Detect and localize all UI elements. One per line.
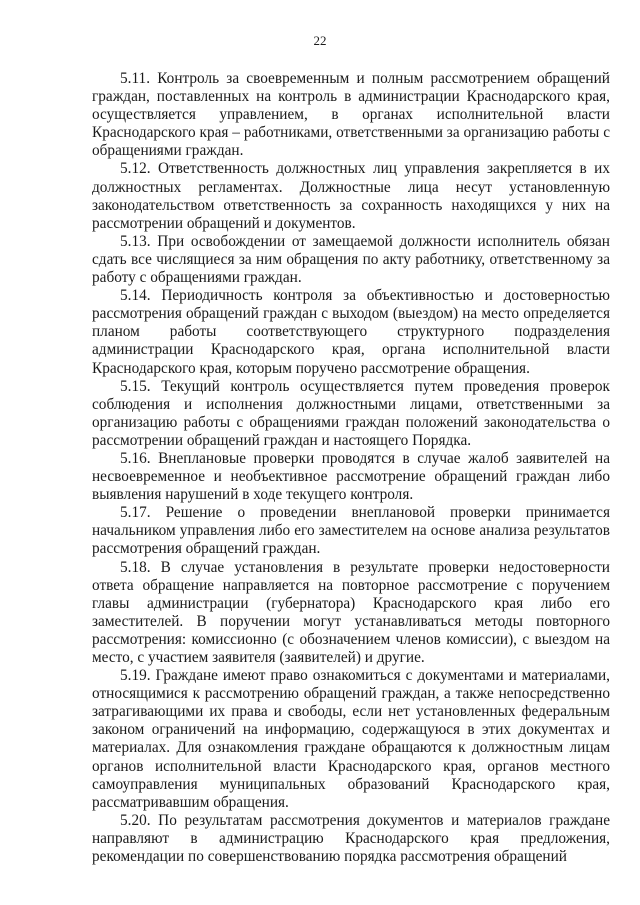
paragraph-5-11: 5.11. Контроль за своевременным и полным рассмотрением обращений граждан, поставленных на контроль в администрации Краснодарского края, осуществляется управлением, в органах исполнительной власти Краснодарского края – работниками, ответственными за организацию работы с обращениями граждан. [92, 70, 610, 160]
paragraph-5-13: 5.13. При освобождении от замещаемой должности исполнитель обязан сдать все числящиеся за ним обращения по акту работнику, ответственному за работу с обращениями граждан. [92, 232, 610, 287]
paragraph-5-15: 5.15. Текущий контроль осуществляется путем проведения проверок соблюдения и исполнения должностными лицами, ответственными за организацию работы с обращениями граждан положений законодательства о рассмотрении обращений граждан и настоящего Порядка. [92, 377, 610, 449]
document-body [92, 70, 610, 866]
paragraph-5-20: 5.20. По результатам рассмотрения документов и материалов граждане направляют в администрацию Краснодарского края предложения, рекомендации по совершенствованию порядка рассмотрения обращений [92, 811, 610, 866]
paragraph-5-19: 5.19. Граждане имеют право ознакомиться с документами и материалами, относящимися к рассмотрению обращений граждан, а также непосредственно затрагивающими их права и свободы, если нет установленных федеральным законом ограничений на информацию, содержащуюся в этих документах и материалах. Для ознакомления граждане обращаются к должностным лицам органов исполнительной власти Краснодарского края, органов местного самоуправления муниципальных образований Краснодарского края, рассматривавшим обращения. [92, 667, 610, 811]
paragraph-5-12: 5.12. Ответственность должностных лиц управления закрепляется в их должностных регламентах. Должностные лица несут установленную законодательством ответственность за сохранность находящихся у них на рассмотрении обращений и документов. [92, 160, 610, 232]
page-number: 22 [313, 33, 327, 48]
paragraph-5-17: 5.17. Решение о проведении внеплановой проверки принимается начальником управления либо его заместителем на основе анализа результатов рассмотрения обращений граждан. [92, 504, 610, 558]
paragraph-5-18: 5.18. В случае установления в результате проверки недостоверности ответа обращение направляется на повторное рассмотрение с поручением главы администрации (губернатора) Краснодарского края либо его заместителей. В поручении могут устанавливаться методы повторного рассмотрения: комиссионно (с обозначением членов комиссии), с выездом на место, с участием заявителя (заявителей) и другие. [92, 558, 610, 666]
paragraph-5-16: 5.16. Внеплановые проверки проводятся в случае жалоб заявителей на несвоевременное и необъективное рассмотрение обращений граждан либо выявления нарушений в ходе текущего контроля. [92, 449, 610, 504]
paragraph-5-14: 5.14. Периодичность контроля за объективностью и достоверностью рассмотрения обращений граждан с выходом (выездом) на место определяется планом работы соответствующего структурного подразделения администрации Краснодарского края, органа исполнительной власти Краснодарского края, которым поручено рассмотрение обращения. [92, 287, 610, 377]
